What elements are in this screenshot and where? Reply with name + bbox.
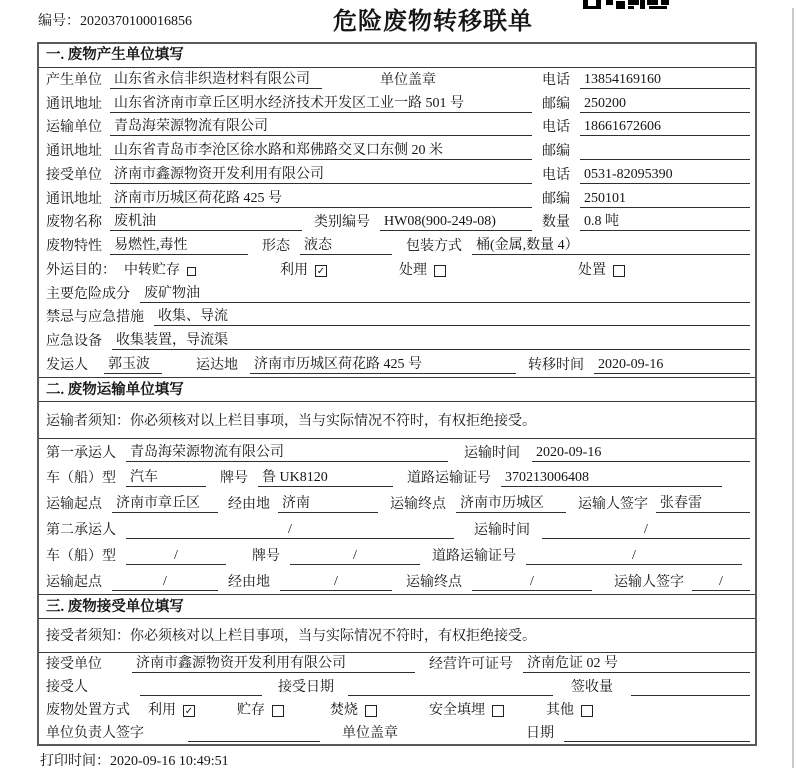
date-value — [564, 726, 750, 742]
carrier1-origin-value: 济南市章丘区 — [112, 492, 218, 513]
disposal-option-label: 焚烧 — [330, 702, 358, 718]
equipment-value: 收集装置，导流渠 — [112, 329, 750, 350]
row-transporter-address — [39, 139, 755, 163]
quantity-label: 数量 — [542, 215, 570, 231]
row-carrier2 — [39, 516, 755, 542]
receiver-label: 接受单位 — [46, 167, 102, 183]
row-transporter — [39, 116, 755, 140]
phone-label: 电话 — [542, 167, 570, 183]
address-label: 通讯地址 — [46, 144, 102, 159]
manifest-form — [37, 42, 757, 746]
carrier2-vehicle-value: / — [126, 548, 226, 565]
row-carrier2-route — [39, 568, 755, 594]
packing-label: 包装方式 — [406, 239, 462, 254]
vehicle-type-label: 车（船）型 — [46, 548, 116, 564]
row-taboo-measures — [39, 306, 755, 330]
producer-label: 产生单位 — [46, 72, 102, 88]
checkbox-dispose — [613, 265, 625, 277]
end-label: 运输终点 — [390, 497, 446, 513]
packing-value: 桶(金属,数量 4） — [472, 234, 750, 255]
zip-label: 邮编 — [542, 96, 570, 112]
hazard-label: 主要危险成分 — [46, 286, 130, 302]
carrier2-plate-value: / — [290, 548, 420, 565]
property-value: 易燃性,毒性 — [110, 234, 248, 255]
head-sign-value — [188, 726, 320, 742]
section3-heading: 三. 废物接受单位填写 — [39, 594, 755, 619]
checkbox-treat — [434, 265, 446, 277]
disposal-option-label: 安全填埋 — [429, 702, 485, 718]
section1-heading: 一. 废物产生单位填写 — [39, 44, 755, 68]
category-value: HW08(900-249-08) — [380, 214, 532, 231]
checkbox-disposal-storage — [272, 705, 284, 717]
hazard-value: 废矿物油 — [140, 282, 750, 303]
disposal-option-utilize — [148, 699, 195, 719]
checkbox-transfer-storage — [187, 267, 196, 276]
section2-heading: 二. 废物运输单位填写 — [39, 377, 755, 402]
destination-value: 济南市历城区荷花路 425 号 — [250, 353, 516, 374]
plate-label: 牌号 — [252, 548, 280, 564]
print-time-label: 打印时间： — [40, 754, 110, 769]
transporter-label: 运输单位 — [46, 120, 102, 136]
checkbox-disposal-other — [581, 705, 593, 717]
carrier1-time-value: 2020-09-16 — [532, 445, 750, 462]
serial-label: 编号： — [38, 14, 80, 29]
unit-seal-label: 单位盖章 — [342, 725, 398, 741]
carrier2-end-value: / — [472, 574, 592, 591]
acceptor-label: 接受人 — [46, 679, 88, 695]
carrier2-time-value: / — [542, 522, 750, 539]
transporter-zip-value — [580, 144, 750, 160]
waste-name-value: 废机油 — [110, 210, 302, 231]
carrier-sign-label: 运输人签字 — [614, 574, 684, 590]
row-receive-unit — [39, 653, 755, 676]
row-acceptor — [39, 676, 755, 699]
page-edge-line — [792, 8, 794, 768]
category-label: 类别编号 — [314, 215, 370, 231]
receive-unit-label: 接受单位 — [46, 656, 102, 672]
origin-label: 运输起点 — [46, 574, 102, 590]
transfer-time-value: 2020-09-16 — [594, 357, 750, 374]
carrier1-end-value: 济南市历城区 — [456, 492, 566, 513]
unit-seal-label: 单位盖章 — [380, 72, 436, 88]
shipper-value: 郭玉波 — [104, 353, 162, 374]
receiver-phone-value: 0531-82095390 — [580, 167, 750, 184]
purpose-option-transfer-storage — [124, 259, 196, 279]
accept-date-label: 接受日期 — [278, 679, 334, 695]
row-disposal-method — [39, 699, 755, 722]
row-carrier1-vehicle — [39, 465, 755, 491]
transfer-time-label: 转移时间 — [528, 357, 584, 373]
receiver-notice: 接受者须知：你必须核对以上栏目事项，当与实际情况不符时，有权拒绝接受。 — [39, 619, 755, 653]
disposal-option-other — [546, 699, 593, 719]
zip-label: 邮编 — [542, 191, 570, 207]
disposal-method-label: 废物处置方式 — [46, 702, 130, 718]
checkbox-disposal-landfill — [492, 705, 504, 717]
address-label: 通讯地址 — [46, 96, 102, 112]
producer-value: 山东省永信非织造材料有限公司 — [110, 68, 322, 89]
form-value: 液态 — [300, 234, 392, 255]
print-time-line — [40, 750, 229, 770]
row-receiver-address — [39, 187, 755, 211]
destination-label: 运达地 — [196, 357, 238, 373]
row-hazard-component — [39, 282, 755, 306]
serial-number-line — [38, 10, 192, 30]
accept-date-value — [348, 680, 553, 696]
carrier1-plate-value: 鲁 UK8120 — [258, 466, 393, 487]
row-carrier2-vehicle — [39, 542, 755, 568]
section-receiver — [39, 594, 755, 745]
carrier2-value: / — [126, 522, 454, 539]
transporter-value: 青岛海荣源物流有限公司 — [110, 115, 532, 136]
purpose-option-label: 处理 — [399, 262, 427, 278]
property-label: 废物特性 — [46, 239, 102, 254]
quantity-value: 0.8 吨 — [580, 210, 750, 231]
phone-label: 电话 — [542, 72, 570, 88]
transporter-address-value: 山东省青岛市李沧区徐水路和郑佛路交叉口东侧 20 米 — [110, 139, 532, 160]
carrier1-label: 第一承运人 — [46, 445, 116, 461]
disposal-option-label: 贮存 — [237, 702, 265, 718]
row-shipper — [39, 353, 755, 377]
print-time-value: 2020-09-16 10:49:51 — [110, 754, 229, 769]
section-transporter — [39, 377, 755, 594]
transporter-notice: 运输者须知：你必须核对以上栏目事项，当与实际情况不符时，有权拒绝接受。 — [39, 402, 755, 439]
carrier1-via-value: 济南 — [278, 492, 378, 513]
carrier-sign-label: 运输人签字 — [578, 497, 648, 513]
road-permit-label: 道路运输证号 — [407, 471, 491, 487]
carrier2-label: 第二承运人 — [46, 522, 116, 538]
vehicle-type-label: 车（船）型 — [46, 471, 116, 487]
via-label: 经由地 — [228, 497, 270, 513]
transporter-phone-value: 18661672606 — [580, 119, 750, 136]
phone-label: 电话 — [542, 120, 570, 136]
taboo-label: 禁忌与应急措施 — [46, 310, 144, 326]
purpose-option-utilize — [280, 259, 327, 279]
purpose-option-dispose — [578, 259, 625, 279]
disposal-option-label: 利用 — [148, 702, 176, 718]
row-carrier1 — [39, 439, 755, 465]
section-producer — [39, 44, 755, 377]
row-purpose — [39, 258, 755, 282]
received-qty-label: 签收量 — [571, 679, 613, 695]
checkbox-disposal-incinerate — [365, 705, 377, 717]
purpose-option-treat — [399, 259, 446, 279]
page-title: 危险废物转移联单 — [333, 9, 533, 35]
row-head-signature — [39, 722, 755, 745]
carrier2-permit-value: / — [526, 548, 742, 565]
purpose-option-label: 处置 — [578, 262, 606, 278]
purpose-label: 外运目的： — [46, 262, 116, 278]
carrier1-vehicle-value: 汽车 — [126, 466, 206, 487]
serial-value: 2020370100016856 — [80, 14, 192, 29]
disposal-option-storage — [237, 699, 284, 719]
receiver-zip-value: 250101 — [580, 191, 750, 208]
row-emergency-equipment — [39, 329, 755, 353]
qr-code-fragment-icon — [583, 0, 669, 9]
carrier2-origin-value: / — [112, 574, 218, 591]
shipper-label: 发运人 — [46, 357, 88, 373]
carrier1-permit-value: 370213006408 — [501, 470, 722, 487]
end-label: 运输终点 — [406, 574, 462, 590]
zip-label: 邮编 — [542, 144, 570, 159]
carrier1-value: 青岛海荣源物流有限公司 — [126, 441, 448, 462]
head-sign-label: 单位负责人签字 — [46, 725, 144, 741]
waste-name-label: 废物名称 — [46, 215, 102, 231]
taboo-value: 收集、导流 — [154, 305, 750, 326]
row-carrier1-route — [39, 490, 755, 516]
receiver-value: 济南市鑫源物资开发利用有限公司 — [110, 163, 532, 184]
carrier1-sign-value: 张春雷 — [656, 492, 750, 513]
purpose-option-label: 利用 — [280, 262, 308, 278]
producer-zip-value: 250200 — [580, 96, 750, 113]
date-label: 日期 — [526, 725, 554, 741]
disposal-option-incinerate — [330, 699, 377, 719]
disposal-option-label: 其他 — [546, 702, 574, 718]
carrier2-sign-value: / — [692, 574, 750, 591]
row-waste-property — [39, 234, 755, 258]
carrier2-via-value: / — [280, 574, 392, 591]
producer-phone-value: 13854169160 — [580, 72, 750, 89]
receive-unit-value: 济南市鑫源物资开发利用有限公司 — [132, 652, 415, 673]
receiver-address-value: 济南市历城区荷花路 425 号 — [110, 187, 532, 208]
disposal-option-landfill — [429, 699, 504, 719]
producer-address-value: 山东省济南市章丘区明水经济技术开发区工业一路 501 号 — [110, 92, 532, 113]
row-producer — [39, 68, 755, 92]
row-producer-address — [39, 92, 755, 116]
via-label: 经由地 — [228, 574, 270, 590]
checkbox-disposal-utilize: ✓ — [184, 705, 194, 717]
road-permit-label: 道路运输证号 — [432, 548, 516, 564]
business-permit-label: 经营许可证号 — [429, 656, 513, 672]
purpose-option-label: 中转贮存 — [124, 262, 180, 278]
checkbox-utilize: ✓ — [316, 265, 326, 277]
row-waste-name — [39, 211, 755, 235]
origin-label: 运输起点 — [46, 497, 102, 513]
transport-time-label: 运输时间 — [464, 445, 520, 461]
form-label: 形态 — [262, 239, 290, 254]
plate-label: 牌号 — [220, 471, 248, 487]
transport-time-label: 运输时间 — [474, 522, 530, 538]
received-qty-value — [631, 680, 750, 696]
acceptor-value — [140, 680, 262, 696]
address-label: 通讯地址 — [46, 191, 102, 207]
business-permit-value: 济南危证 02 号 — [523, 652, 750, 673]
row-receiver — [39, 163, 755, 187]
equipment-label: 应急设备 — [46, 334, 102, 349]
